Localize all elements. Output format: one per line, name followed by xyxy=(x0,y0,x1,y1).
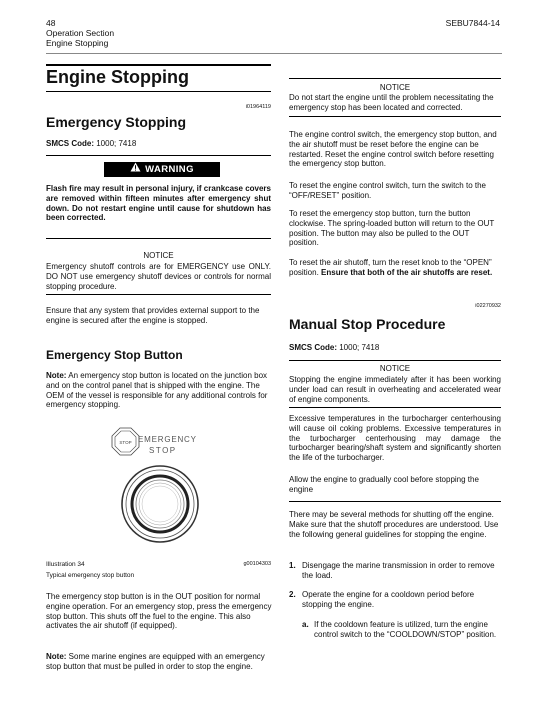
octagon-label: STOP xyxy=(119,440,132,445)
reference-id-2: i02270932 xyxy=(475,303,501,309)
notice2-text: Stopping the engine immediately after it has been working under load can result in overheating and accelerated wear of engine components. xyxy=(289,375,501,404)
notice2-rule-top xyxy=(289,360,501,361)
notice2-title: NOTICE xyxy=(379,364,411,373)
shutoff-methods-paragraph: There may be several methods for shutting off the engine. Make sure that the shutoff procedures are understood. Use the following general guidelines for stopping the engine. xyxy=(289,510,499,539)
smcs-label: SMCS Code: xyxy=(289,343,337,352)
section-heading-emergency-stop-button: Emergency Stop Button xyxy=(46,348,183,362)
notice1-text: Do not start the engine until the problem necessitating the emergency stop has been located and corrected. xyxy=(289,93,494,112)
note-label: Note: xyxy=(46,652,67,661)
air-shutoff-text: To reset the air shutoff, turn the reset knob to the “OPEN” position. xyxy=(289,258,492,277)
paragraph-rule xyxy=(289,501,501,502)
step-2-number: 2. xyxy=(289,590,296,599)
out-position-paragraph: The emergency stop button is in the OUT position for normal engine operation. For an emergency stop, press the emergency stop button. This shuts off the fuel to the engine. This also activates the air shutoff (if equipped). xyxy=(46,592,272,631)
warning-triangle-icon xyxy=(130,162,141,177)
air-shutoff-emphasis: Ensure that both of the air shutoffs are reset. xyxy=(321,267,493,277)
page-title: Engine Stopping xyxy=(46,67,189,87)
illustration-ref: g00104303 xyxy=(243,561,271,567)
notice1-title: NOTICE xyxy=(379,83,411,92)
smcs-code xyxy=(46,139,136,149)
notice-text: Emergency shutoff controls are for EMERGENCY use ONLY. DO NOT use emergency shutoff devices or controls for normal stopping procedure. xyxy=(46,262,271,291)
smcs-value: 1000; 7418 xyxy=(337,343,380,352)
header-rule xyxy=(46,53,502,54)
illustration-caption: Typical emergency stop button xyxy=(46,572,135,579)
notice-title: NOTICE xyxy=(143,251,174,260)
warning-banner xyxy=(104,162,220,177)
note-emergency-button xyxy=(46,371,274,410)
step-1-text: Disengage the marine transmission in order to remove the load. xyxy=(302,561,495,580)
illustration-number: Illustration 34 xyxy=(46,561,85,568)
illustration-label-emergency: EMERGENCY xyxy=(138,435,197,444)
ensure-paragraph: Ensure that any system that provides external support to the engine is secured after the engine is stopped. xyxy=(46,306,260,325)
notice1-rule-top xyxy=(289,78,501,79)
step-1-number: 1. xyxy=(289,561,296,570)
header-section: Operation Section xyxy=(46,28,115,38)
emergency-stop-illustration xyxy=(100,420,220,550)
step-2a-text: If the cooldown feature is utilized, turn the engine control switch to the “COOLDOWN/STOP” position. xyxy=(314,620,497,639)
warning-rule-bottom xyxy=(46,238,271,239)
note-text: An emergency stop button is located on the junction box and on the control panel that is shipped with the engine. The OEM of the vessel is responsible for any additional controls for emergency stopping. xyxy=(46,371,268,410)
reset-button-paragraph: To reset the emergency stop button, turn the button clockwise. The spring-loaded button will return to the OUT position. The button may also be pulled to the OUT position. xyxy=(289,209,495,248)
turbocharger-paragraph: Excessive temperatures in the turbocharger centerhousing will cause oil coking problems. Excessive temperatures in the turbocharger centerhousing may damage the turbocharger bearing/shaft system and significantly shorten the life of the turbocharger. xyxy=(289,414,501,463)
reset-air-shutoff-paragraph xyxy=(289,258,501,278)
smcs-code-2 xyxy=(289,343,379,353)
notice1-rule-bottom xyxy=(289,116,501,117)
warning-rule-top xyxy=(46,155,271,156)
title-rule-bottom xyxy=(46,91,271,92)
smcs-value: 1000; 7418 xyxy=(94,139,137,148)
reference-id: i01964119 xyxy=(245,104,271,110)
note-label: Note: xyxy=(46,371,67,380)
reset-paragraph: The engine control switch, the emergency stop button, and the air shutoff must be reset before the engine can be restarted. Reset the engine control switch before resetting the emergency stop button. xyxy=(289,130,497,169)
section-heading-emergency-stopping: Emergency Stopping xyxy=(46,114,187,130)
warning-label: WARNING xyxy=(145,164,194,176)
step-2-text: Operate the engine for a cooldown period before stopping the engine. xyxy=(302,590,475,609)
stop-sign-icon xyxy=(112,428,139,455)
cooldown-paragraph: Allow the engine to gradually cool before stopping the engine xyxy=(289,475,479,494)
note-text: Some marine engines are equipped with an emergency stop button that must be pulled in order to stop the engine. xyxy=(46,652,265,671)
header-subsection: Engine Stopping xyxy=(46,38,109,48)
title-rule-top xyxy=(46,64,271,66)
page-number: 48 xyxy=(46,18,56,28)
notice-rule-bottom xyxy=(46,294,271,295)
illustration-label-stop: STOP xyxy=(149,446,177,455)
step-2a-letter: a. xyxy=(302,620,309,629)
note-pull-button xyxy=(46,652,274,672)
reset-switch-paragraph: To reset the engine control switch, turn the switch to the “OFF/RESET” position. xyxy=(289,181,486,200)
warning-text: Flash fire may result in personal injury, if crankcase covers are removed within fifteen minutes after emergency shut down. Do not restart engine until cause for shutdown has been corrected. xyxy=(46,184,271,223)
section-heading-manual-stop: Manual Stop Procedure xyxy=(289,316,446,332)
stop-knob-icon xyxy=(122,466,198,542)
document-id: SEBU7844-14 xyxy=(445,18,500,28)
notice2-rule-bottom xyxy=(289,407,501,408)
smcs-label: SMCS Code: xyxy=(46,139,94,148)
